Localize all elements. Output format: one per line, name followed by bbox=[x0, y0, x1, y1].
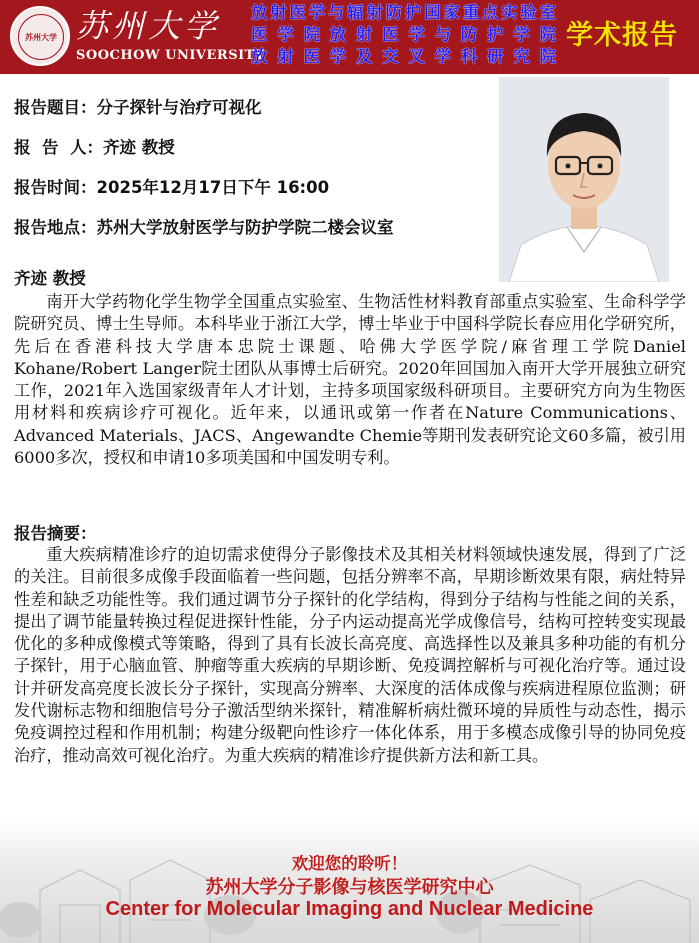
university-logo bbox=[0, 0, 265, 74]
info-title-value: 分子探针与治疗可视化 bbox=[96, 98, 262, 117]
organizer-line-1: 放射医学与辐射防护国家重点实验室 bbox=[251, 3, 556, 22]
info-place-row bbox=[14, 217, 494, 257]
organizer-line-2: 医学院放射医学与防护学院 bbox=[251, 25, 556, 44]
info-place-value: 苏州大学放射医学与防护学院二楼会议室 bbox=[96, 218, 394, 237]
abstract-heading: 报告摘要： bbox=[14, 524, 97, 543]
info-speaker-row bbox=[14, 137, 494, 177]
info-place-label: 报告地点： bbox=[14, 218, 97, 237]
report-info bbox=[14, 97, 494, 257]
logo-english-name: SOOCHOW UNIVERSITY bbox=[76, 48, 265, 63]
footer-center-cn: 苏州大学分子影像与核医学研究中心 bbox=[205, 877, 494, 898]
seal-text: 苏州大学 bbox=[18, 14, 64, 60]
university-seal-icon bbox=[10, 6, 70, 66]
speaker-photo bbox=[499, 77, 669, 282]
report-tag: 学术报告 bbox=[566, 20, 678, 51]
abstract-paragraph: 重大疾病精准诊疗的迫切需求使得分子影像技术及其相关材料领域快速发展，得到了广泛的关注。目前很多成像手段面临着一些问题，包括分辨率不高，早期诊断效果有限，病灶特异性差和缺乏功能性等。我们通过调节分子探针的化学结构，得到分子结构与性能之间的关系，提出了调节能量转换过程促进探针性能，分子内运动提高光学成像信号，结构可控转变实现最优化的多种成像模式等策略，得到了具有长波长高亮度、高选择性以及兼具多种功能的有机分子探针，用于心脑血管、肿瘤等重大疾病的早期诊断、免疫调控解析与可视化治疗等。通过设计并研发高亮度长波长分子探针，实现高分辨率、大深度的活体成像与疾病进程原位监测；研发代谢标志物和细胞信号分子激活型纳米探针，精准解析病灶微环境的异质性与动态性，揭示免疫调控过程和作用机制；构建分级靶向性诊疗一体化体系，用于多模态成像引导的协同免疫治疗，推动高效可视化治疗。为重大疾病的精准诊疗提供新方法和新工具。 bbox=[14, 545, 686, 765]
info-speaker-value: 齐迹 教授 bbox=[102, 138, 175, 157]
info-time-row bbox=[14, 177, 494, 217]
info-title-label: 报告题目： bbox=[14, 98, 97, 117]
header-banner bbox=[0, 0, 699, 74]
organizer-lines bbox=[251, 2, 556, 68]
info-time-label: 报告时间： bbox=[14, 178, 97, 197]
footer-center-en: Center for Molecular Imaging and Nuclear Medicine bbox=[105, 898, 594, 920]
bio-paragraph: 南开大学药物化学生物学全国重点实验室、生物活性材料教育部重点实验室、生命科学学院研究员、博士生导师。本科毕业于浙江大学，博士毕业于中国科学院长春应用化学研究所，先后在香港科技大学唐本忠院士课题、哈佛大学医学院/麻省理工学院Daniel Kohane/Robert Langer院士团队从事博士后研究。2020年回国加入南开大学开展独立研究工作，2021年入选国家级青年人才计划，主持多项国家级科研项目。主要研究方向为生物医用材料和疾病诊疗可视化。近年来，以通讯或第一作者在Nature Communications、Advanced Materials、JACS、Angewandte Chemie等期刊发表研究论文60多篇，被引用6000多次，授权和申请10多项美国和中国发明专利。 bbox=[14, 292, 686, 468]
info-speaker-label: 报 告 人： bbox=[14, 138, 103, 157]
organizer-line-3: 放射医学及交叉学科研究院 bbox=[251, 47, 556, 66]
speaker-portrait-icon bbox=[499, 77, 669, 282]
bio-heading: 齐迹 教授 bbox=[14, 269, 86, 288]
info-time-value: 2025年12月17日下午 16:00 bbox=[96, 178, 330, 197]
logo-chinese-name: 苏州大学 bbox=[76, 7, 221, 45]
info-title-row bbox=[14, 97, 494, 137]
footer-welcome: 欢迎您的聆听！ bbox=[291, 854, 408, 873]
